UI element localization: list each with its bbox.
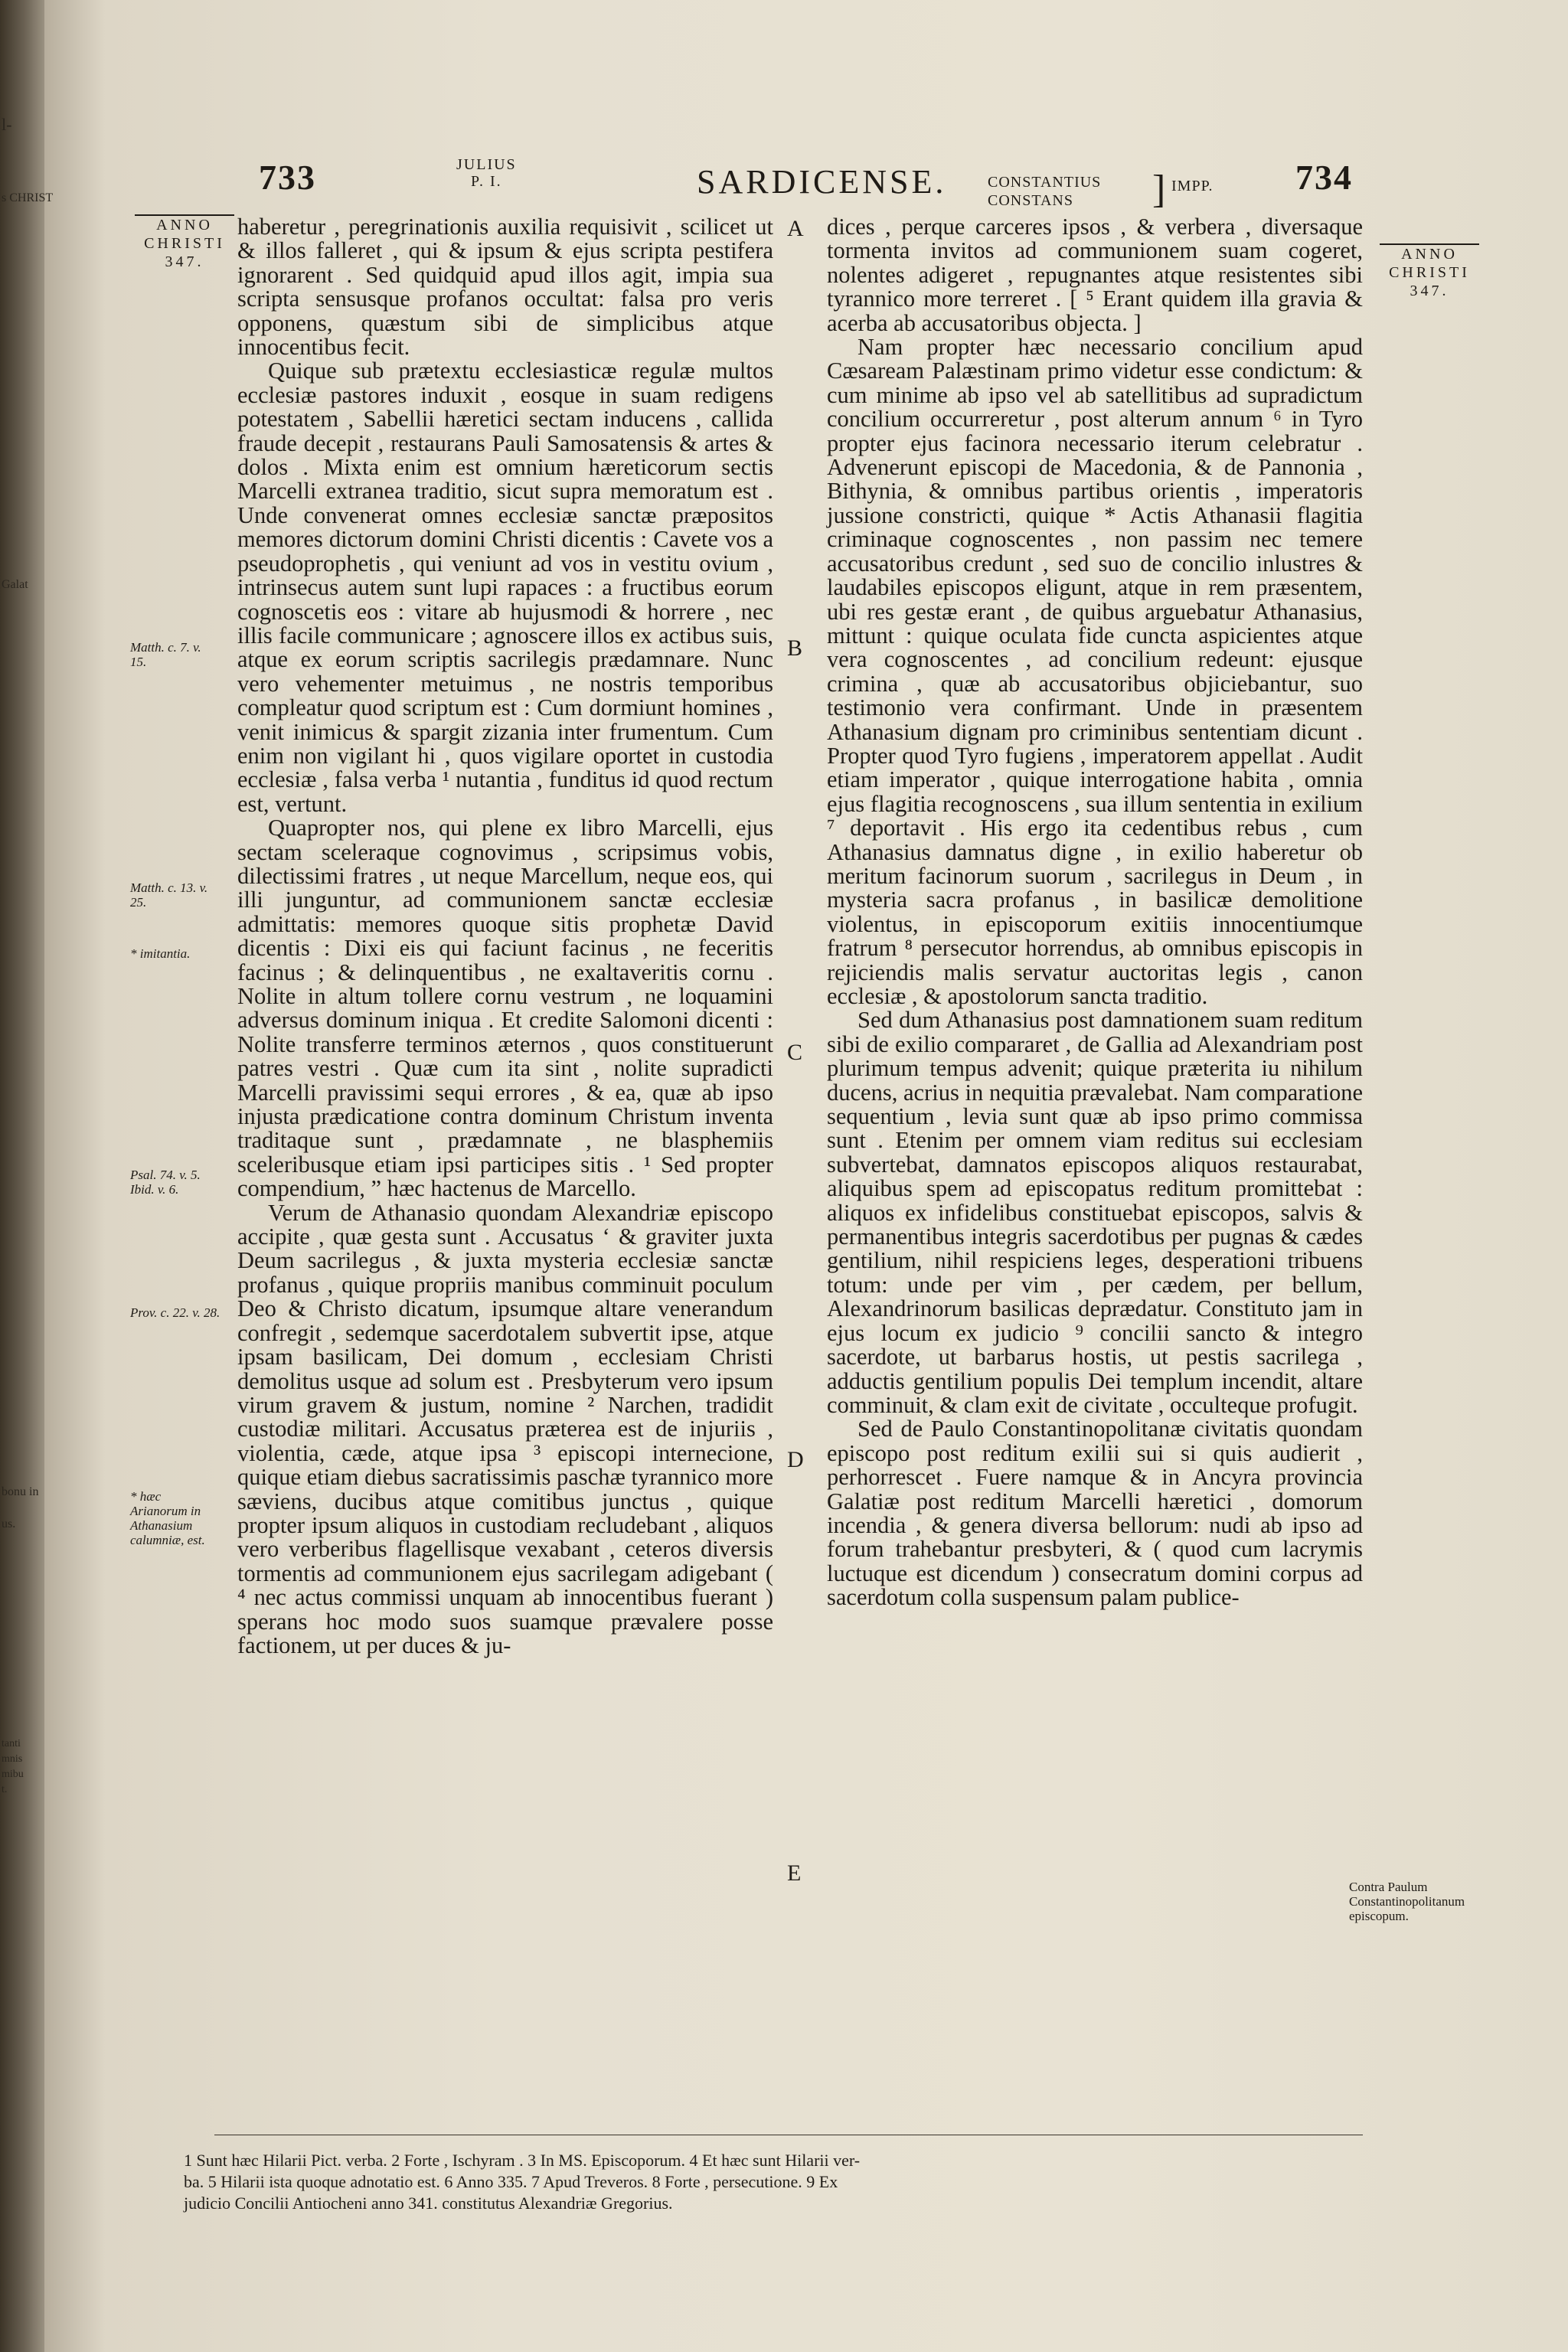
year-note-label: ANNO xyxy=(1401,246,1458,263)
pope-number: P. I. xyxy=(471,173,502,190)
binding-edge-text: mibu xyxy=(2,1769,24,1780)
section-letter: A xyxy=(787,216,804,241)
binding-edge-text: t. xyxy=(2,1784,8,1795)
emperor-name-2: CONSTANS xyxy=(988,192,1073,209)
year-note-label: CHRISTI xyxy=(144,235,225,252)
year-note-left xyxy=(135,214,234,271)
paragraph: Quique sub prætextu ecclesiasticæ regulæ multos ecclesiæ pastores induxit , eosque in suam redigens potestatem , Sabellii hæretici sectam inducens , callida fraude decepit , restaurans Pauli Samosatensis & artes & dolos . Mixta enim est omnium hæreticorum sectis Marcelli extranea traditio, sicut supra memoratum est . Unde convenerat omnes ecclesiæ sanctæ præpositos memores dictorum domini Christi dicentis : Cavete vos a pseudoprophetis , qui veniunt ad vos in vestitu ovium , intrinsecus autem sunt lupi rapaces : a fructibus eorum cognoscetis eos : vitare ab hujusmodi & horrere , nec illis facile communicare ; agnoscere illos ex actibus suis, atque ex eorum scriptis sacrilegis prædamnare. Nunc vero vehementer metuimus , ne nostris temporibus compleatur quod scriptum est : Cum dormiunt homines , venit inimicus & spargit zizania inter frumentum. Cum enim non vigilant hi , quos vigilare oportet in custodia ecclesiæ , falsa verba ¹ nutantia , funditus id quod rectum est, vertunt. xyxy=(237,358,773,817)
year-note-year: 347. xyxy=(165,253,204,270)
section-letter: C xyxy=(787,1040,803,1065)
paragraph: dices , perque carceres ipsos , & verbera , diversaque tormenta invitos ad communionem suam cogeret, nolentes adigeret , repugnantes atque resistentes sibi tyrannico more terreret . [ ⁵ Erant quidem illa gravia & acerba ab accusatoribus objecta. ] xyxy=(827,214,1363,336)
running-head-emperors xyxy=(988,173,1101,210)
paragraph: Nam propter hæc necessario concilium apud Cæsaream Palæstinam primo videtur esse condictum: & cum minime ab ipso vel ab satellitibus ad supradictum concilium occurreretur , post alterum annum ⁶ in Tyro propter ejus facinora necessario iterum celebratur . Advenerunt episcopi de Macedonia, & de Pannonia , Bithynia, & omnibus partibus orientis , imperatoris jussione constricti, quique * Actis Athanasii flagitia criminaque cognoscentes , non passim nec temere accusatoribus credunt , sed suo de concilio inlustres & laudabiles episcopos eligunt, atque in rem præsentem, ubi res gestæ erant , de quibus arguebatur Athanasius, mittunt : quique oculata fide cuncta aspicientes atque vera cognoscentes , ad concilium redeunt: ejusque crimina , quæ ab accusatoribus objiciebantur, suo testimonio vera confirmant. Unde in præsentem Athanasium dignam pro criminibus sententiam dicunt . Propter quod Tyro fugiens , imperatorem appellat . Audit etiam imperator , quique interrogatione habita , omnia ejus flagitia recognoscens , sua illum sententia in exilium ⁷ deportavit . His ergo ita cedentibus rebus , cum Athanasius damnatus digne , in exilio haberetur ob meritum facinorum suorum , sacrilegus in Deum , in mysteria sacra profanus , in basilicæ demolitione violentus, in episcoporum exitiis innocentiumque fratrum ⁸ persecutor horrendus, ab omnibus episcopis in rejiciendis malis servatur auctoritas legis , canon ecclesiæ , & apostolorum sancta traditio. xyxy=(827,334,1363,1009)
paragraph: Sed de Paulo Constantinopolitanæ civitatis quondam episcopo post reditum exilii sui si quis audierit , perhorrescet . Fuere namque & in Ancyra provincia Galatiæ post reditum Marcelli hæretici , domorum incendia , & genera diversa bellorum: nudi ab ipso ad forum trahebantur presbyteri, & ( quod cum lacrymis luctuque est dicendum ) consecratum domini corpus ad sacerdotum colla suspensum palam publice- xyxy=(827,1416,1363,1611)
binding-edge-text: us. xyxy=(2,1517,16,1530)
binding-gutter xyxy=(0,0,44,2352)
page-number-right: 734 xyxy=(1295,158,1353,197)
paragraph: Sed dum Athanasius post damnationem suam reditum sibi de exilio compararet , de Gallia ad Alexandriam post plurimum tempus advenit; quique præterita iu nihilum ducens, acrius in nequitia prævalebat. Nam comparatione sequentium , levia sunt quæ ab ipso primo commissa sunt . Etenim per omnem viam reditus sui ecclesiam subvertebat, damnatos episcopos aliquos restaurabat, aliquibus spem ad episcopatus reditum promittebat : aliquos ex infidelibus constituebat episcopos, salvis & permanentibus integris sacerdotibus per pugnas & cædes gentilium, nihil respiciens leges, desperationi tribuens totum: unde per vim , per cædem, per bellum, Alexandrinorum basilicas deprædatur. Constituto jam in ejus locum ex judicio ⁹ concilii sancto & integro sacerdote, ut barbarus hostis, ut pestis sacrilega , adductis gentilium populis Dei templum incendit, altare comminuit, & clam exit de civitate , occulteque profugit. xyxy=(827,1007,1363,1418)
emperor-bracket: ] xyxy=(1152,168,1166,211)
margin-reference: * hæc Arianorum in Athanasium calumniæ, est. xyxy=(130,1489,205,1547)
binding-edge-text: Galat xyxy=(2,578,28,591)
year-note-label: CHRISTI xyxy=(1389,264,1470,281)
year-note-right xyxy=(1380,243,1479,300)
paragraph: Verum de Athanasio quondam Alexandriæ episcopo accipite , quæ gesta sunt . Accusatus ‘ & graviter juxta Deum sacrilegus , & juxta mysteria ecclesiæ sanctæ profanus , quique propriis manibus comminuit poculum Deo & Christo dicatum, ipsumque altare venerandum confregit , sedemque sacerdotalem subvertit ipse, atque ipsam basilicam, Dei domum , ecclesiam Christi demolitus usque ad solum est . Presbyterum vero ipsum virum gravem & justum, nomine ² Narchen, tradidit custodiæ militari. Accusatus præterea est de injuriis , violentia, cæde, atque ipsa ³ episcopi internecione, quique etiam diebus sacratissimis paschæ tyrannico more sæviens, ducibus atque comitibus junctus , quique propter ipsum aliquos in custodiam recludebant , aliquos vero verberibus flagellisque vexabant , ceteros diversis tormentis ad communionem ejus sacrilegam adigebant ( ⁴ nec actus commissi unquam ab innocentibus fuerant ) sperans hoc modo suos suamque prævalere posse factionem, ut per duces & ju- xyxy=(237,1199,773,1658)
text-column-right xyxy=(827,215,1363,1610)
running-head-pope xyxy=(456,156,517,190)
footnote-line: 1 Sunt hæc Hilarii Pict. verba. 2 Forte , Ischyram . 3 In MS. Episcoporum. 4 Et hæc sunt Hilarii ver- xyxy=(184,2151,861,2170)
section-letter: E xyxy=(787,1860,802,1886)
footnotes xyxy=(184,2150,1378,2214)
year-note-label: ANNO xyxy=(156,217,213,234)
paragraph: Quapropter nos, qui plene ex libro Marcelli, ejus sectam sceleraque cognovimus , scripsimus vobis, dilectissimi fratres , ut neque Marcellum, neque eos, qui illi junguntur, ad communionem sanctæ ecclesiæ admittatis: memores quoque sitis prophetæ David dicentis : Dixi eis qui faciunt facinus , ne feceritis facinus ; & delinquentibus , ne exaltaveritis cornu . Nolite in altum tollere cornu vestrum , ne loquamini adversus dominum iniqua . Et credite Salomoni dicenti : Nolite transferre terminos æternos , quos constituerunt patres vestri . Quæ cum ita sint , nolite supradicti Marcelli pravissimi sequi errores , & ea, quæ ab ipso injusta prædicatione contra dominum Christum inventa traditaque sunt , prædamnate , ne blasphemiis sceleribusque etiam ipsi participes sitis . ¹ Sed propter compendium, ” hæc hactenus de Marcello. xyxy=(237,815,773,1202)
margin-reference: Matth. c. 7. v. 15. xyxy=(130,640,201,669)
binding-edge-text: bonu in xyxy=(2,1485,39,1498)
binding-edge-text: tanti xyxy=(2,1738,21,1749)
binding-edge-text: l- xyxy=(2,115,12,134)
running-head-title: SARDICENSE. xyxy=(697,163,947,201)
emperor-title: IMPP. xyxy=(1171,178,1214,194)
section-letter: B xyxy=(787,635,803,661)
year-note-year: 347. xyxy=(1410,283,1449,299)
pope-name: JULIUS xyxy=(456,156,517,173)
margin-reference: Prov. c. 22. v. 28. xyxy=(130,1305,220,1320)
margin-reference: * imitantia. xyxy=(130,946,191,961)
footnote-line: judicio Concilii Antiocheni anno 341. constitutus Alexandriæ Gregorius. xyxy=(184,2194,673,2213)
binding-edge-text: mnis xyxy=(2,1753,23,1765)
footnote-line: ba. 5 Hilarii ista quoque adnotatio est. 6 Anno 335. 7 Apud Treveros. 8 Forte , persecutione. 9 Ex xyxy=(184,2172,838,2191)
text-column-left xyxy=(237,215,773,1658)
binding-edge-text: s CHRIST xyxy=(2,191,54,204)
margin-reference: Contra Paulum Constantinopolitanum episcopum. xyxy=(1349,1880,1465,1923)
paragraph: haberetur , peregrinationis auxilia requisivit , scilicet ut & illos falleret , qui & ipsum & ejus scripta pestifera ignorarent . Sed quidquid apud illos agit, impia sua scripta sensusque profanos occultat: falsa pro veris opponens, quæstum sibi de simplicibus atque innocentibus fecit. xyxy=(237,214,773,361)
page-number-left: 733 xyxy=(259,158,316,197)
emperor-name-1: CONSTANTIUS xyxy=(988,174,1102,191)
section-letter: D xyxy=(787,1447,804,1472)
margin-reference: Psal. 74. v. 5. Ibid. v. 6. xyxy=(130,1168,201,1197)
margin-reference: Matth. c. 13. v. 25. xyxy=(130,880,208,910)
